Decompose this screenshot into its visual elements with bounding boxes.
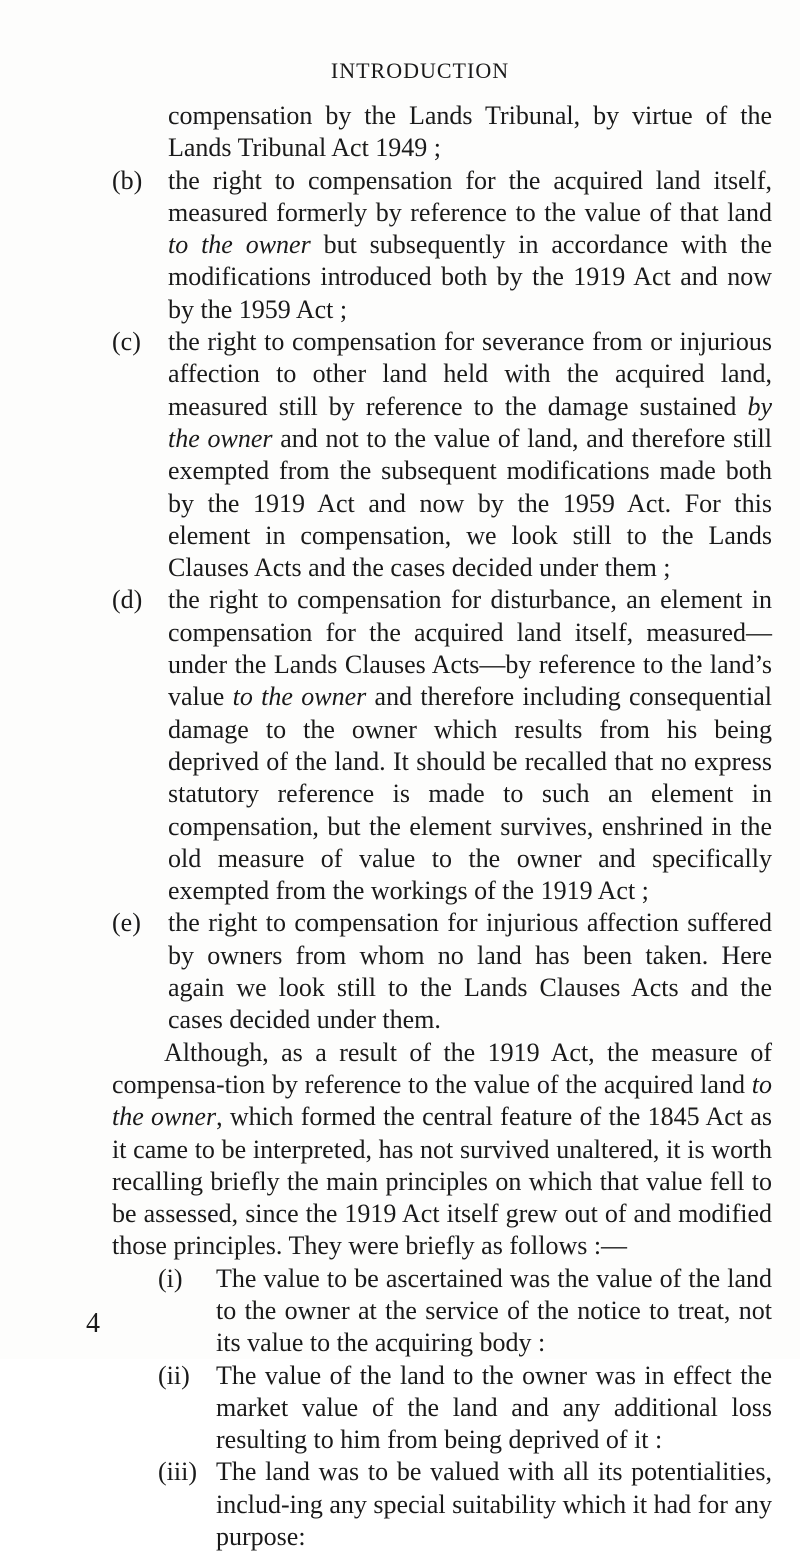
item-text: the right to compensation for injurious affection suffered by owners from whom no land has been taken. Here again we look still to the Lands Clauses Acts and the cases decided under them. <box>168 908 772 1035</box>
page-body <box>112 100 772 1553</box>
item-text: The land was to be valued with all its potentialities, includ-ing any special suitability which it had for any purpose: <box>216 1457 772 1552</box>
item-text: The value of the land to the owner was in effect the market value of the land and any additional loss resulting to him from being deprived of it : <box>216 1360 772 1455</box>
item-marker: (d) <box>112 585 143 615</box>
item-marker: (b) <box>112 165 143 195</box>
list-item-d <box>112 584 772 907</box>
list-item-ii <box>158 1360 772 1457</box>
item-text: the right to compensation for the acquired land itself, measured formerly by reference to the value of that land to the owner but subsequently in accordance with the modifications introduced both by the 1919 Act and now by the 1959 Act ; <box>168 165 772 324</box>
item-marker: (c) <box>112 327 141 357</box>
item-marker: (i) <box>158 1263 183 1293</box>
list-item-e <box>112 907 772 1036</box>
continuation-text: compensation by the Lands Tribunal, by virtue of the Lands Tribunal Act 1949 ; <box>168 101 772 163</box>
running-title: INTRODUCTION <box>330 58 510 83</box>
item-marker: (ii) <box>158 1360 190 1390</box>
page-number: 4 <box>86 1308 100 1339</box>
list-item-i <box>158 1263 772 1360</box>
item-text: the right to compensation for disturbance, an element in compensation for the acquired land itself, measured—under the Lands Clauses Acts—by reference to the land’s value to the owner and therefore including consequential damage to the owner which results from his being deprived of the land. It should be recalled that no express statutory reference is made to such an element in compensation, but the element survives, enshrined in the old measure of value to the owner and specifically exempted from the workings of the 1919 Act ; <box>168 585 772 906</box>
list-item-iii <box>158 1456 772 1553</box>
item-marker: (iii) <box>158 1457 197 1487</box>
item-marker: (e) <box>112 908 141 938</box>
item-text: the right to compensation for severance from or injurious affection to other land held with the acquired land, measured still by reference to the damage sustained by the owner and not to the value of land, and therefore still exempted from the subsequent modifications made both by the 1919 Act and now by the 1959 Act. For this element in compensation, we look still to the Lands Clauses Acts and the cases decided under them ; <box>168 327 772 583</box>
body-paragraph: Although, as a result of the 1919 Act, the measure of compensa-tion by reference to the value of the acquired land to the owner, which formed the central feature of the 1845 Act as it came to be interpreted, has not survived unaltered, it is worth recalling briefly the main principles on which that value fell to be assessed, since the 1919 Act itself grew out of and modified those principles. They were briefly as follows :— <box>112 1037 772 1261</box>
list-item-b <box>112 165 772 326</box>
list-item-c <box>112 326 772 584</box>
item-text: The value to be ascertained was the value of the land to the owner at the service of the notice to treat, not its value to the acquiring body : <box>216 1263 772 1358</box>
